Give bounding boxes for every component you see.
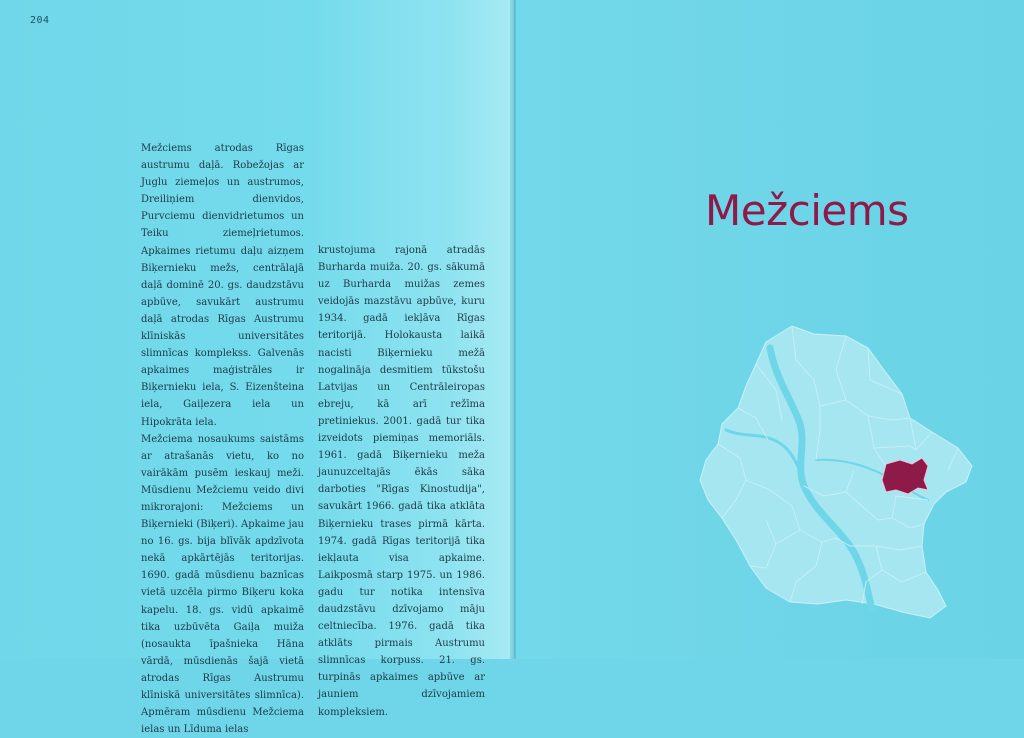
paragraph: Mežciems atrodas Rīgas austrumu daļā. Robežojas ar Juglu ziemeļos un austrumos, Dreiliņiem dienvidos, Purvciemu dienvidrietumos un Teiku ziemeļrietumos. Apkaimes rietumu daļu aizņem Biķernieku mežs, centrālajā daļā dominē 20. gs. daudzstāvu apbūve, savukārt austrumu daļā atrodas Rīgas Austrumu klīniskās universitātes slimnīcas komplekss. Galvenās apkaimes maģistrāles ir Biķernieku iela, S. Eizenšteina iela, Gaiļezera iela un Hipokrāta iela. [141,143,304,428]
page-number: 204 [30,15,50,26]
highlighted-district-mezciems [882,458,928,494]
text-column-2 [318,242,485,721]
riga-district-map [696,320,996,620]
text-column-1 [141,140,304,738]
paragraph: Mežciema nosaukums saistāms ar atrašanās vietu, ko no vairākām pusēm ieskauj meži. Mūsdienu Mežciemu veido divi mikrorajoni: Mežciems un Biķernieki (Biķeri). Apkaime jau no 16. gs. bija blīvāk apdzīvota nekā apkārtējās teritorijas. 1690. gadā mūsdienu baznīcas vietā uzcēla pirmo Biķeru koka kapelu. 18. gs. vidū apkaimē tika uzbūvēta Gaiļa muiža (nosaukta īpašnieka Hāna vārdā, mūsdienās šajā vietā atrodas Rīgas Austrumu klīniskā universitātes slimnīca). Apmēram mūsdienu Mežciema ielas un Līduma ielas [141,433,304,736]
paragraph: krustojuma rajonā atradās Burharda muiža. 20. gs. sākumā uz Burharda muižas zemes veidojās mazstāvu apbūve, kuru 1934. gadā iekļāva Rīgas teritorijā. Holokausta laikā nacisti Biķernieku mežā nogalināja desmitiem tūkstošu Latvijas un Centrāleiropas ebreju, kā arī režīma pretiniekus. 2001. gadā tur tika izveidots piemiņas memoriāls. 1961. gadā Biķernieku meža jaunuzceltajās ēkās sāka darboties "Rīgas Kinostudija", savukārt 1966. gadā tika atklāta Biķernieku trases pirmā kārta. 1974. gadā Rīgas teritorijā tika iekļauta visa apkaime. Laikposmā starp 1975. un 1986. gadu tur notika intensīva daudzstāvu dzīvojamo māju celtniecība. 1976. gadā tika atklāts pirmais Austrumu slimnīcas korpuss. 21. gs. turpinās apkaimes apbūve ar jauniem dzīvojamiem kompleksiem. [318,245,485,718]
page-title: Mežciems [705,186,909,235]
